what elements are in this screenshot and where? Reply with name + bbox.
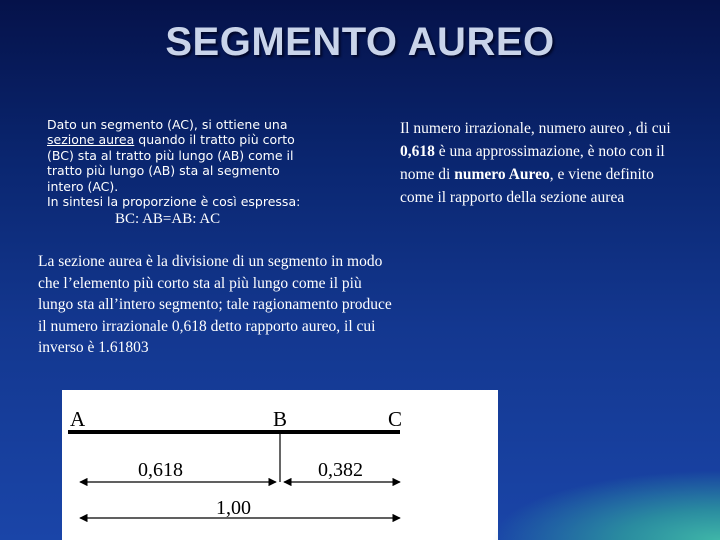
golden-name: numero Aureo: [454, 166, 550, 183]
proportion-formula: BC: AB=AB: AC: [115, 211, 221, 228]
definition-box: [47, 117, 327, 228]
inverse-value: 1.61803: [98, 339, 149, 356]
segment-diagram-svg: [62, 390, 498, 540]
definition-line: tratto più lungo (AB) sta al segmento: [47, 163, 280, 179]
definition-line: In sintesi la proporzione è così espressa:: [47, 194, 301, 210]
slide-title: SEGMENTO AUREO: [165, 20, 555, 64]
decorative-corner: [490, 470, 720, 540]
golden-number-paragraph: Il numero irrazionale, numero aureo , di cui 0,618 è una approssimazione, è noto con il nome di numero Aureo, e viene definito come il rapporto della sezione aurea: [400, 120, 671, 206]
definition-line: sezione aurea quando il tratto più corto: [47, 132, 295, 148]
bc-length-label: 0,382: [318, 459, 363, 481]
definition-line: (BC) sta al tratto più lungo (AB) come il: [47, 147, 294, 163]
definition-line: Dato un segmento (AC), si ottiene una: [47, 117, 288, 132]
point-a-label: A: [70, 407, 86, 431]
definition-line: intero (AC).: [47, 178, 119, 194]
golden-value: 0,618: [400, 143, 435, 160]
point-c-label: C: [388, 407, 403, 431]
definition-emphasis: sezione aurea: [47, 132, 135, 148]
point-b-label: B: [273, 407, 288, 431]
explanation-paragraph: La sezione aurea è la divisione di un segmento in modo che l’elemento più corto sta al più lungo come il più lungo sta all’intero segmento; tale ragionamento produce il numero irrazionale 0,618 detto rapporto aureo, il cui inverso è 1.61803: [38, 253, 392, 356]
ac-length-label: 1,00: [216, 497, 251, 519]
ab-length-label: 0,618: [138, 459, 183, 481]
segment-diagram: [62, 390, 498, 540]
